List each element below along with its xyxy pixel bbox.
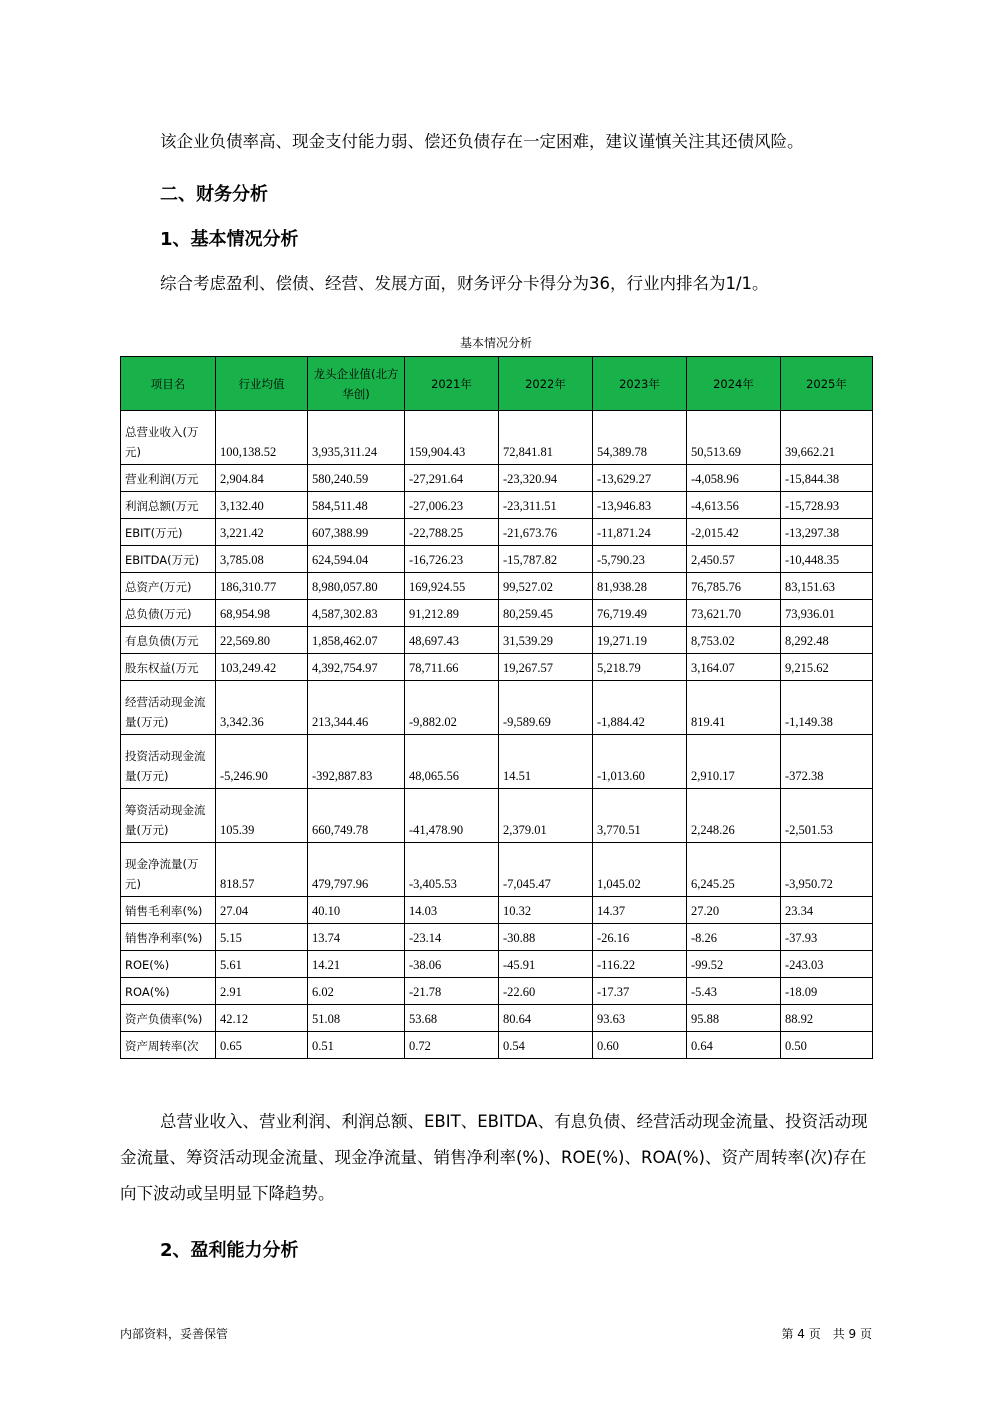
table-cell: -5,790.23: [593, 546, 687, 573]
table-cell: -22.60: [499, 978, 593, 1005]
table-cell: 73,936.01: [781, 600, 873, 627]
table-cell: 39,662.21: [781, 411, 873, 465]
table-cell: -243.03: [781, 951, 873, 978]
table-cell: -1,884.42: [593, 681, 687, 735]
table-cell: 1,045.02: [593, 843, 687, 897]
table-cell: 3,935,311.24: [308, 411, 405, 465]
table-cell: -5,246.90: [216, 735, 308, 789]
table-cell: -13,629.27: [593, 465, 687, 492]
table-cell: 76,785.76: [687, 573, 781, 600]
table-cell: 31,539.29: [499, 627, 593, 654]
table-cell: 0.64: [687, 1032, 781, 1059]
row-label: 资产周转率(次: [121, 1032, 216, 1059]
table-row: [121, 492, 873, 519]
table-cell: 13.74: [308, 924, 405, 951]
table-cell: 8,292.48: [781, 627, 873, 654]
table-cell: 624,594.04: [308, 546, 405, 573]
row-label: EBITDA(万元): [121, 546, 216, 573]
table-row: [121, 789, 873, 843]
table-cell: -3,405.53: [405, 843, 499, 897]
table-cell: 660,749.78: [308, 789, 405, 843]
table-cell: 0.60: [593, 1032, 687, 1059]
table-cell: -13,946.83: [593, 492, 687, 519]
table-cell: -392,887.83: [308, 735, 405, 789]
table-cell: 0.65: [216, 1032, 308, 1059]
table-cell: -16,726.23: [405, 546, 499, 573]
table-cell: 14.51: [499, 735, 593, 789]
table-cell: -38.06: [405, 951, 499, 978]
table-row: [121, 627, 873, 654]
table-row: [121, 546, 873, 573]
table-cell: 3,785.08: [216, 546, 308, 573]
table-cell: -23.14: [405, 924, 499, 951]
table-cell: 14.21: [308, 951, 405, 978]
table-cell: -11,871.24: [593, 519, 687, 546]
table-cell: -26.16: [593, 924, 687, 951]
table-cell: -41,478.90: [405, 789, 499, 843]
table-cell: 8,980,057.80: [308, 573, 405, 600]
table-cell: 51.08: [308, 1005, 405, 1032]
row-label: 总营业收入(万元): [121, 411, 216, 465]
row-label: 投资活动现金流量(万元): [121, 735, 216, 789]
row-label: 股东权益(万元: [121, 654, 216, 681]
table-cell: 169,924.55: [405, 573, 499, 600]
table-cell: -2,015.42: [687, 519, 781, 546]
table-header-row: [121, 357, 873, 411]
table-cell: -9,589.69: [499, 681, 593, 735]
table-body: [121, 411, 873, 1059]
table-cell: 72,841.81: [499, 411, 593, 465]
table-row: [121, 411, 873, 465]
table-cell: 2,379.01: [499, 789, 593, 843]
table-cell: 479,797.96: [308, 843, 405, 897]
table-cell: -8.26: [687, 924, 781, 951]
table-cell: 93.63: [593, 1005, 687, 1032]
table-cell: 6,245.25: [687, 843, 781, 897]
table-cell: 88.92: [781, 1005, 873, 1032]
table-cell: 50,513.69: [687, 411, 781, 465]
table-cell: -27,006.23: [405, 492, 499, 519]
table-cell: 27.20: [687, 897, 781, 924]
table-cell: -10,448.35: [781, 546, 873, 573]
table-cell: 819.41: [687, 681, 781, 735]
table-cell: 68,954.98: [216, 600, 308, 627]
column-header: 2023年: [593, 357, 687, 411]
section-heading: 二、财务分析: [160, 184, 268, 205]
table-cell: -18.09: [781, 978, 873, 1005]
column-header: 2022年: [499, 357, 593, 411]
table-cell: 186,310.77: [216, 573, 308, 600]
table-row: [121, 519, 873, 546]
row-label: 利润总额(万元: [121, 492, 216, 519]
table-cell: -37.93: [781, 924, 873, 951]
table-cell: -3,950.72: [781, 843, 873, 897]
table-row: [121, 924, 873, 951]
table-cell: 0.50: [781, 1032, 873, 1059]
table-cell: -1,013.60: [593, 735, 687, 789]
table-cell: -15,844.38: [781, 465, 873, 492]
table-cell: -2,501.53: [781, 789, 873, 843]
table-row: [121, 897, 873, 924]
table-cell: 73,621.70: [687, 600, 781, 627]
table-cell: 3,770.51: [593, 789, 687, 843]
table-cell: -372.38: [781, 735, 873, 789]
table-cell: 580,240.59: [308, 465, 405, 492]
table-cell: -9,882.02: [405, 681, 499, 735]
table-cell: 42.12: [216, 1005, 308, 1032]
table-cell: 2,904.84: [216, 465, 308, 492]
score-paragraph: 综合考虑盈利、偿债、经营、发展方面，财务评分卡得分为36，行业内排名为1/1。: [160, 274, 769, 293]
table-row: [121, 681, 873, 735]
table-cell: 5.15: [216, 924, 308, 951]
table-cell: 100,138.52: [216, 411, 308, 465]
table-row: [121, 573, 873, 600]
row-label: 总资产(万元): [121, 573, 216, 600]
table-cell: -13,297.38: [781, 519, 873, 546]
row-label: ROE(%): [121, 951, 216, 978]
table-cell: 10.32: [499, 897, 593, 924]
table-cell: 19,271.19: [593, 627, 687, 654]
table-cell: -30.88: [499, 924, 593, 951]
row-label: 总负债(万元): [121, 600, 216, 627]
column-header: 龙头企业值(北方华创): [308, 357, 405, 411]
table-cell: 5.61: [216, 951, 308, 978]
table-cell: 2,450.57: [687, 546, 781, 573]
table-cell: -99.52: [687, 951, 781, 978]
table-cell: 53.68: [405, 1005, 499, 1032]
row-label: 营业利润(万元: [121, 465, 216, 492]
table-cell: 3,221.42: [216, 519, 308, 546]
row-label: 销售净利率(%): [121, 924, 216, 951]
table-cell: -4,613.56: [687, 492, 781, 519]
column-header: 2021年: [405, 357, 499, 411]
table-cell: -45.91: [499, 951, 593, 978]
table-cell: -7,045.47: [499, 843, 593, 897]
table-cell: 5,218.79: [593, 654, 687, 681]
table-cell: 105.39: [216, 789, 308, 843]
table-cell: 80,259.45: [499, 600, 593, 627]
table-cell: -1,149.38: [781, 681, 873, 735]
table-cell: 3,342.36: [216, 681, 308, 735]
table-cell: 27.04: [216, 897, 308, 924]
table-cell: 14.03: [405, 897, 499, 924]
table-cell: 0.54: [499, 1032, 593, 1059]
table-cell: -27,291.64: [405, 465, 499, 492]
table-cell: 2,910.17: [687, 735, 781, 789]
table-cell: -23,311.51: [499, 492, 593, 519]
table-cell: 607,388.99: [308, 519, 405, 546]
table-cell: 2.91: [216, 978, 308, 1005]
row-label: 有息负债(万元: [121, 627, 216, 654]
table-row: [121, 735, 873, 789]
table-cell: 23.34: [781, 897, 873, 924]
table-cell: 22,569.80: [216, 627, 308, 654]
row-label: 经营活动现金流量(万元): [121, 681, 216, 735]
row-label: ROA(%): [121, 978, 216, 1005]
table-cell: -21,673.76: [499, 519, 593, 546]
table-cell: -5.43: [687, 978, 781, 1005]
table-cell: -17.37: [593, 978, 687, 1005]
table-cell: 19,267.57: [499, 654, 593, 681]
footer-page-number: 第 4 页 共 9 页: [781, 1327, 872, 1341]
table-cell: 159,904.43: [405, 411, 499, 465]
row-label: 筹资活动现金流量(万元): [121, 789, 216, 843]
table-row: [121, 843, 873, 897]
table-cell: 48,065.56: [405, 735, 499, 789]
table-cell: 213,344.46: [308, 681, 405, 735]
table-cell: 2,248.26: [687, 789, 781, 843]
table-cell: 54,389.78: [593, 411, 687, 465]
table-cell: 40.10: [308, 897, 405, 924]
table-cell: 8,753.02: [687, 627, 781, 654]
table-cell: 0.72: [405, 1032, 499, 1059]
table-cell: 0.51: [308, 1032, 405, 1059]
column-header: 2024年: [687, 357, 781, 411]
table-cell: 1,858,462.07: [308, 627, 405, 654]
table-cell: 95.88: [687, 1005, 781, 1032]
table-row: [121, 951, 873, 978]
table-cell: 584,511.48: [308, 492, 405, 519]
table-cell: -22,788.25: [405, 519, 499, 546]
trend-paragraph: 总营业收入、营业利润、利润总额、EBIT、EBITDA、有息负债、经营活动现金流量、投资活动现金流量、筹资活动现金流量、现金净流量、销售净利率(%)、ROE(%)、ROA(%)、资产周转率(次)存在向下波动或呈明显下降趋势。: [120, 1112, 868, 1203]
table-cell: 6.02: [308, 978, 405, 1005]
table-cell: 818.57: [216, 843, 308, 897]
table-cell: 80.64: [499, 1005, 593, 1032]
row-label: 现金净流量(万元): [121, 843, 216, 897]
table-cell: 3,132.40: [216, 492, 308, 519]
table-cell: 76,719.49: [593, 600, 687, 627]
table-row: [121, 1032, 873, 1059]
table-cell: -116.22: [593, 951, 687, 978]
row-label: EBIT(万元): [121, 519, 216, 546]
table-cell: -15,728.93: [781, 492, 873, 519]
table-cell: 103,249.42: [216, 654, 308, 681]
table-cell: -23,320.94: [499, 465, 593, 492]
table-caption: 基本情况分析: [459, 336, 532, 350]
subsection-heading-profitability: 2、盈利能力分析: [160, 1240, 299, 1261]
table-row: [121, 600, 873, 627]
basic-analysis-table: [120, 356, 873, 1059]
column-header: 2025年: [781, 357, 873, 411]
row-label: 资产负债率(%): [121, 1005, 216, 1032]
table-row: [121, 654, 873, 681]
table-cell: 99,527.02: [499, 573, 593, 600]
table-cell: 78,711.66: [405, 654, 499, 681]
table-cell: 14.37: [593, 897, 687, 924]
column-header: 项目名: [121, 357, 216, 411]
table-cell: 91,212.89: [405, 600, 499, 627]
table-cell: 48,697.43: [405, 627, 499, 654]
table-row: [121, 978, 873, 1005]
row-label: 销售毛利率(%): [121, 897, 216, 924]
intro-paragraph: 该企业负债率高、现金支付能力弱、偿还负债存在一定困难，建议谨慎关注其还债风险。: [160, 132, 804, 151]
table-row: [121, 465, 873, 492]
table-cell: -15,787.82: [499, 546, 593, 573]
footer-confidential: 内部资料，妥善保管: [120, 1327, 229, 1341]
subsection-heading-basic: 1、基本情况分析: [160, 229, 299, 250]
table-cell: 81,938.28: [593, 573, 687, 600]
table-cell: 3,164.07: [687, 654, 781, 681]
table-cell: 4,392,754.97: [308, 654, 405, 681]
table-cell: 4,587,302.83: [308, 600, 405, 627]
table-cell: 9,215.62: [781, 654, 873, 681]
table-cell: -4,058.96: [687, 465, 781, 492]
table-cell: 83,151.63: [781, 573, 873, 600]
table-cell: -21.78: [405, 978, 499, 1005]
column-header: 行业均值: [216, 357, 308, 411]
table-row: [121, 1005, 873, 1032]
